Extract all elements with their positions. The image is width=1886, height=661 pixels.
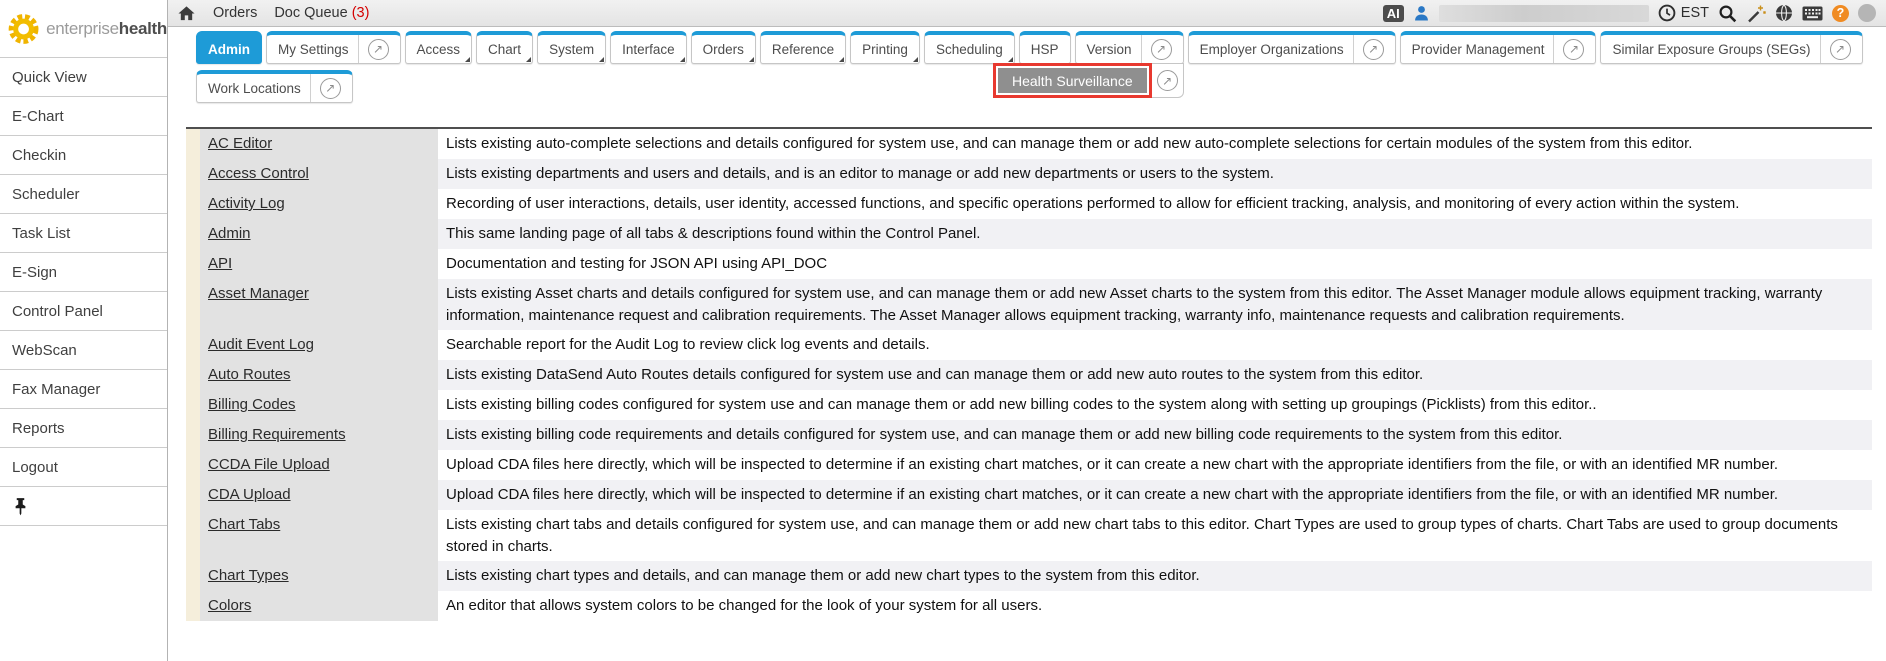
row-link-cell <box>200 129 438 159</box>
avatar[interactable] <box>1858 4 1876 22</box>
magic-wand-icon <box>1746 4 1766 23</box>
sidebar-item-checkin[interactable] <box>0 135 167 174</box>
sidebar-pin-button[interactable] <box>0 486 167 526</box>
sidebar-item-label: E-Sign <box>12 263 58 281</box>
tab-external-segment[interactable] <box>1820 35 1851 63</box>
tab-reference[interactable] <box>760 31 846 64</box>
row-stripe <box>186 189 200 219</box>
tab-provider-management[interactable] <box>1400 31 1597 64</box>
tab-label: Chart <box>488 41 522 57</box>
sidebar-item-quick-view[interactable] <box>0 57 167 96</box>
link-billing-requirements[interactable]: Billing Requirements <box>208 426 346 443</box>
row-description: Recording of user interactions, details, user identity, accessed functions, and specific operations performed to allow for efficient tracking, analysis, and monitoring of every action within the system. <box>438 189 1872 219</box>
row-description: Lists existing chart types and details, and can manage them or add new chart types to the system from this editor. <box>438 561 1872 591</box>
logo-text-health: health <box>118 18 167 38</box>
row-link-cell <box>200 279 438 330</box>
doc-queue-count: (3) <box>351 5 370 21</box>
sidebar-menu <box>0 57 167 486</box>
tab-work-locations[interactable] <box>196 70 353 103</box>
tab-label: Access <box>416 41 461 57</box>
help-button[interactable]: ? <box>1832 5 1849 22</box>
row-description: Upload CDA files here directly, which will be inspected to determine if an existing chart matches, or it can create a new chart with the appropriate identifiers from the file, or with an identified MR number. <box>438 450 1872 480</box>
row-link-cell <box>200 510 438 561</box>
link-asset-manager[interactable]: Asset Manager <box>208 285 309 302</box>
tab-system[interactable] <box>537 31 606 64</box>
tab-label: My Settings <box>278 41 349 57</box>
chevron-down-icon <box>599 57 604 62</box>
logo-sun-gear-icon <box>7 9 40 49</box>
sidebar-item-fax-manager[interactable] <box>0 369 167 408</box>
external-link-icon: ↗ <box>1151 39 1172 60</box>
row-description: Lists existing Asset charts and details configured for system use, and can manage them or add new Asset charts to the system from this editor. The Asset Manager module allows equipment tracking, warranty information, maintenance request and calibration requirements. The Asset Manager allows equipment tracking, warranty info, maintenance requests and calibration requirements. <box>438 279 1872 330</box>
tab-label: Orders <box>702 41 744 57</box>
sidebar <box>0 0 168 661</box>
row-stripe <box>186 330 200 360</box>
tabs-section <box>168 27 1886 127</box>
row-stripe <box>186 450 200 480</box>
sidebar-item-webscan[interactable] <box>0 330 167 369</box>
redacted-username <box>1439 5 1649 22</box>
row-description: Documentation and testing for JSON API using API_DOC <box>438 249 1872 279</box>
row-stripe <box>186 420 200 450</box>
row-stripe <box>186 279 200 330</box>
tab-scheduling[interactable] <box>924 31 1015 64</box>
row-link-cell <box>200 159 438 189</box>
table-row <box>186 159 1872 189</box>
health-surveillance-open-button[interactable] <box>1152 63 1184 98</box>
tab-admin[interactable] <box>196 31 262 64</box>
row-description: Searchable report for the Audit Log to review click log events and details. <box>438 330 1872 360</box>
sidebar-item-e-sign[interactable] <box>0 252 167 291</box>
row-link-cell <box>200 249 438 279</box>
keyboard-button[interactable] <box>1802 6 1823 21</box>
table-row <box>186 249 1872 279</box>
tab-label: HSP <box>1030 41 1059 57</box>
table-row <box>186 219 1872 249</box>
sidebar-item-label: Quick View <box>12 68 87 86</box>
link-admin[interactable]: Admin <box>208 225 251 242</box>
row-stripe <box>186 480 200 510</box>
tab-employer-organizations[interactable] <box>1188 31 1396 64</box>
menu-item-health-surveillance[interactable]: Health Surveillance <box>998 68 1147 93</box>
row-link-cell <box>200 450 438 480</box>
table-row <box>186 480 1872 510</box>
external-link-icon: ↗ <box>368 39 389 60</box>
sidebar-item-label: Checkin <box>12 146 67 164</box>
external-link-icon: ↗ <box>1563 39 1584 60</box>
row-stripe <box>186 219 200 249</box>
tab-similar-exposure-groups-segs[interactable] <box>1600 31 1862 64</box>
link-billing-codes[interactable]: Billing Codes <box>208 396 296 413</box>
row-link-cell <box>200 189 438 219</box>
tab-row-1 <box>168 31 1886 64</box>
link-ac-editor[interactable]: AC Editor <box>208 135 273 152</box>
row-description: Lists existing billing code requirements and details configured for system use, and can manage them or add new billing code requirements to the system from this editor. <box>438 420 1872 450</box>
table-row <box>186 330 1872 360</box>
control-panel-table <box>186 127 1872 621</box>
row-description: Lists existing chart tabs and details configured for system use, and can manage them or add new chart tabs to this editor. Chart Types are used to group types of charts. Chart Tabs are used to group documents stored in charts. <box>438 510 1872 561</box>
timezone-label: EST <box>1680 5 1709 21</box>
link-activity-log[interactable]: Activity Log <box>208 195 285 212</box>
tab-orders[interactable] <box>691 31 756 64</box>
nav-doc-queue-label: Doc Queue <box>274 5 348 21</box>
search-icon <box>1718 4 1737 23</box>
row-description: An editor that allows system colors to be changed for the look of your system for all users. <box>438 591 1872 621</box>
table-row <box>186 279 1872 330</box>
tab-external-segment[interactable] <box>1553 35 1584 63</box>
tab-label: Version <box>1086 41 1132 57</box>
row-stripe <box>186 249 200 279</box>
table-row <box>186 450 1872 480</box>
row-stripe <box>186 360 200 390</box>
table-row <box>186 420 1872 450</box>
row-link-cell <box>200 561 438 591</box>
row-description: Lists existing DataSend Auto Routes details configured for system use and can manage them or add new auto routes to the system from this editor. <box>438 360 1872 390</box>
nav-orders[interactable]: Orders <box>213 5 258 21</box>
link-chart-tabs[interactable]: Chart Tabs <box>208 516 281 533</box>
row-link-cell <box>200 591 438 621</box>
clock-icon <box>1658 4 1676 22</box>
chevron-down-icon <box>1008 57 1013 62</box>
tab-external-segment[interactable] <box>1141 35 1172 63</box>
app-logo <box>0 0 167 57</box>
row-link-cell <box>200 360 438 390</box>
tab-my-settings[interactable] <box>266 31 401 64</box>
row-stripe <box>186 561 200 591</box>
globe-icon <box>1775 4 1793 22</box>
search-button[interactable] <box>1718 4 1737 23</box>
link-chart-types[interactable]: Chart Types <box>208 567 289 584</box>
tab-hsp[interactable] <box>1019 31 1071 64</box>
sidebar-item-label: Scheduler <box>12 185 80 203</box>
chevron-down-icon <box>465 57 470 62</box>
table-row <box>186 360 1872 390</box>
tab-access[interactable] <box>405 31 473 64</box>
tab-interface[interactable] <box>610 31 687 64</box>
sidebar-item-reports[interactable] <box>0 408 167 447</box>
logo-text <box>46 19 167 39</box>
tab-label: Admin <box>208 41 250 57</box>
link-cda-upload[interactable]: CDA Upload <box>208 486 291 503</box>
tab-printing[interactable] <box>850 31 920 64</box>
row-link-cell <box>200 219 438 249</box>
tab-label: Employer Organizations <box>1199 41 1344 57</box>
home-icon <box>177 4 196 22</box>
link-ccda-file-upload[interactable]: CCDA File Upload <box>208 456 330 473</box>
nav-doc-queue[interactable] <box>274 5 369 21</box>
row-description: Lists existing departments and users and details, and is an editor to manage or add new departments or users to the system. <box>438 159 1872 189</box>
tab-label: Similar Exposure Groups (SEGs) <box>1612 41 1811 57</box>
top-nav <box>177 4 369 22</box>
row-stripe <box>186 129 200 159</box>
chevron-down-icon <box>839 57 844 62</box>
home-button[interactable] <box>177 4 196 22</box>
top-bar-tools <box>1383 4 1886 23</box>
table-row <box>186 510 1872 561</box>
tab-label: Interface <box>622 41 675 57</box>
wand-button[interactable] <box>1746 4 1766 23</box>
sidebar-item-scheduler[interactable] <box>0 174 167 213</box>
row-link-cell <box>200 330 438 360</box>
table-row <box>186 591 1872 621</box>
highlight-red-box <box>993 63 1152 98</box>
tab-label: Scheduling <box>935 41 1003 57</box>
main-area <box>168 0 1886 661</box>
tab-external-segment[interactable] <box>310 74 341 102</box>
clock-button[interactable] <box>1658 4 1676 22</box>
sidebar-item-logout[interactable] <box>0 447 167 486</box>
sidebar-item-task-list[interactable] <box>0 213 167 252</box>
row-stripe <box>186 510 200 561</box>
sidebar-item-label: Task List <box>12 224 71 242</box>
hsp-dropdown <box>993 63 1184 98</box>
table-row <box>186 129 1872 159</box>
row-description: Upload CDA files here directly, which will be inspected to determine if an existing chart matches, or it can create a new chart with the appropriate identifiers from the file, or with an identified MR number. <box>438 480 1872 510</box>
keyboard-icon <box>1802 6 1823 21</box>
table-row <box>186 561 1872 591</box>
sidebar-item-e-chart[interactable] <box>0 96 167 135</box>
chevron-down-icon <box>749 57 754 62</box>
row-stripe <box>186 159 200 189</box>
link-auto-routes[interactable]: Auto Routes <box>208 366 291 383</box>
tab-label: Printing <box>862 41 908 57</box>
pushpin-icon <box>13 497 28 516</box>
sidebar-item-label: WebScan <box>12 341 77 359</box>
sidebar-item-control-panel[interactable] <box>0 291 167 330</box>
sidebar-item-label: Reports <box>12 419 65 437</box>
tab-label: Reference <box>771 41 835 57</box>
tab-version[interactable] <box>1075 31 1184 64</box>
row-description: This same landing page of all tabs & descriptions found within the Control Panel. <box>438 219 1872 249</box>
tab-chart[interactable] <box>476 31 533 64</box>
ai-badge[interactable]: AI <box>1383 5 1404 22</box>
sidebar-item-label: E-Chart <box>12 107 64 125</box>
chevron-down-icon <box>680 57 685 62</box>
row-link-cell <box>200 420 438 450</box>
tab-label: Work Locations <box>208 80 301 96</box>
external-link-icon: ↗ <box>320 78 341 99</box>
link-api[interactable]: API <box>208 255 233 272</box>
row-stripe <box>186 390 200 420</box>
row-description: Lists existing billing codes configured for system use and can manage them or add new billing codes to the system along with setting up groupings (Picklists) from this editor.. <box>438 390 1872 420</box>
chevron-down-icon <box>526 57 531 62</box>
tab-external-segment[interactable] <box>358 35 389 63</box>
globe-button[interactable] <box>1775 4 1793 22</box>
sidebar-item-label: Fax Manager <box>12 380 101 398</box>
tab-label: System <box>549 41 595 57</box>
link-colors[interactable]: Colors <box>208 597 252 614</box>
sidebar-item-label: Logout <box>12 458 58 476</box>
top-bar <box>168 0 1886 27</box>
tab-external-segment[interactable] <box>1353 35 1384 63</box>
external-link-icon: ↗ <box>1363 39 1384 60</box>
tab-label: Provider Management <box>1411 41 1545 57</box>
external-link-icon: ↗ <box>1157 70 1178 91</box>
user-icon <box>1413 4 1430 22</box>
row-link-cell <box>200 480 438 510</box>
external-link-icon: ↗ <box>1830 39 1851 60</box>
table-row <box>186 189 1872 219</box>
link-access-control[interactable]: Access Control <box>208 165 309 182</box>
row-link-cell <box>200 390 438 420</box>
chevron-down-icon <box>913 57 918 62</box>
logo-text-enterprise: enterprise <box>46 18 119 38</box>
sidebar-item-label: Control Panel <box>12 302 103 320</box>
user-button[interactable] <box>1413 4 1430 22</box>
row-stripe <box>186 591 200 621</box>
row-description: Lists existing auto-complete selections and details configured for system use, and can manage them or add new auto-complete selections for certain modules of the system from this editor. <box>438 129 1872 159</box>
link-audit-event-log[interactable]: Audit Event Log <box>208 336 314 353</box>
table-row <box>186 390 1872 420</box>
